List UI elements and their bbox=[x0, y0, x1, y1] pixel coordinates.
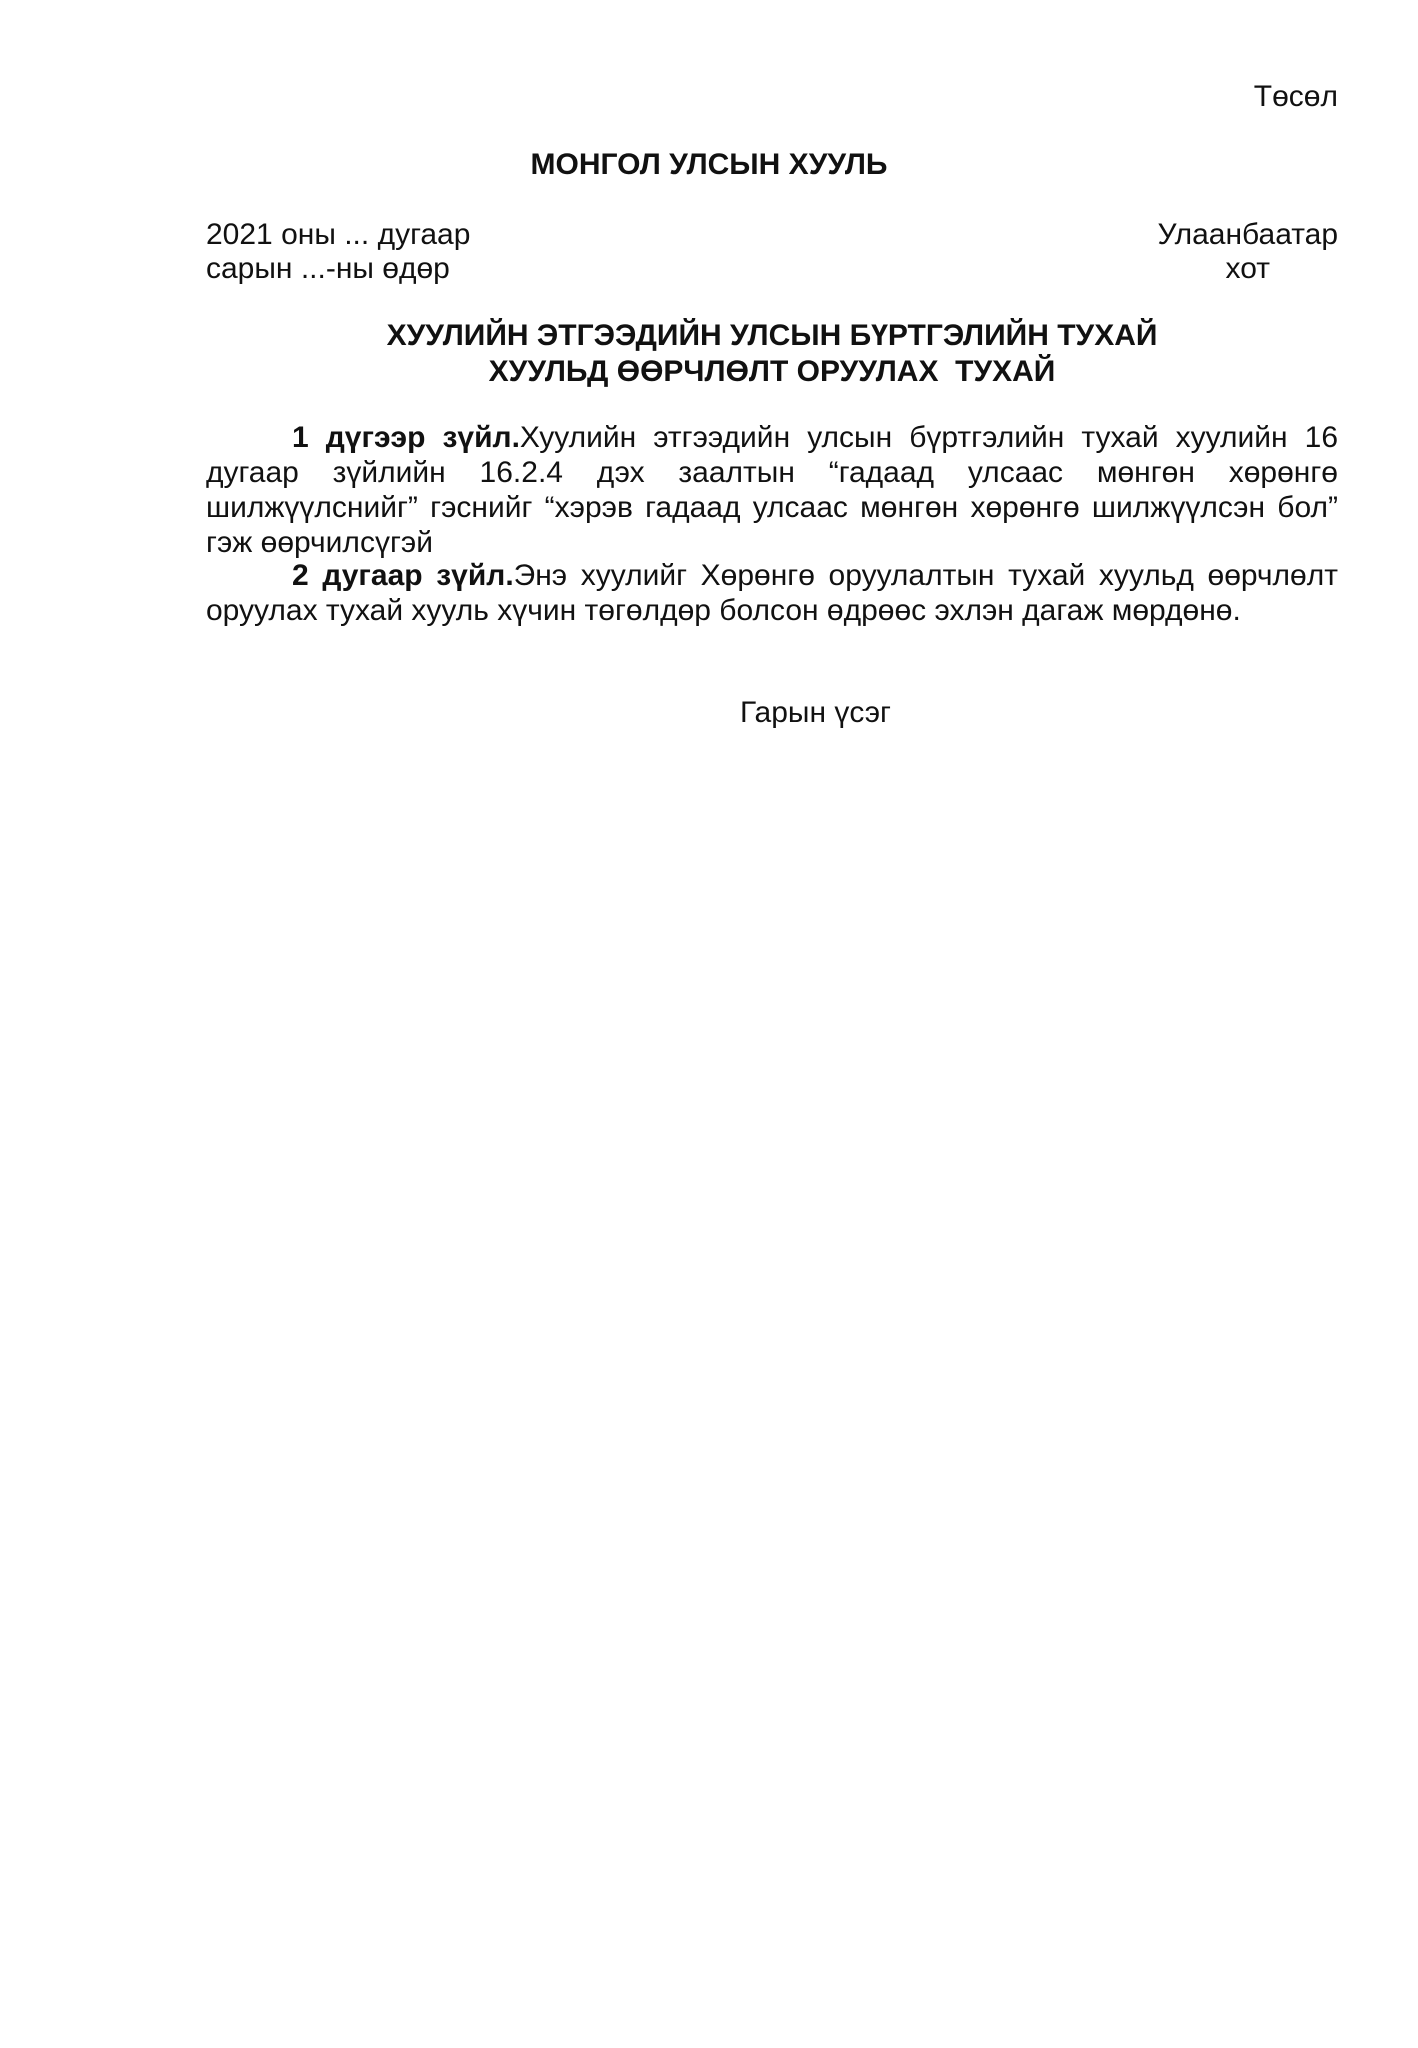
heading-line-1: ХУУЛИЙН ЭТГЭЭДИЙН УЛСЫН БҮРТГЭЛИЙН ТУХАЙ bbox=[386, 319, 1158, 352]
place-line-1: Улаанбаатар bbox=[1157, 218, 1338, 251]
place-block bbox=[1158, 218, 1338, 286]
heading-line-2: ХУУЛЬД ӨӨРЧЛӨЛТ ОРУУЛАХ ТУХАЙ bbox=[488, 355, 1056, 388]
date-line-2: сарын ...-ны өдөр bbox=[206, 252, 450, 285]
date-line-1: 2021 оны ... дугаар bbox=[206, 218, 471, 251]
signature: Гарын үсэг bbox=[740, 696, 891, 729]
document-heading bbox=[206, 318, 1338, 390]
law-title: МОНГОЛ УЛСЫН ХУУЛЬ bbox=[530, 148, 888, 181]
date-block bbox=[206, 218, 470, 286]
article-2 bbox=[206, 558, 1338, 628]
article-1-text: Хуулийн этгээдийн улсын бүртгэлийн тухай хуулийн 16 дугаар зүйлийн 16.2.4 дэх заалтын “гадаад улсаас мөнгөн хөрөнгө шилжүүлснийг” гэснийг “хэрэв гадаад улсаас мөнгөн хөрөнгө шилжүүлсэн бол” гэж өөрчилсүгэй bbox=[206, 421, 1339, 559]
draft-label: Төсөл bbox=[1253, 80, 1338, 113]
article-2-label: 2 дугаар зүйл. bbox=[292, 559, 514, 592]
article-1 bbox=[206, 420, 1338, 560]
place-line-2: хот bbox=[1225, 252, 1270, 285]
article-1-label: 1 дүгээр зүйл. bbox=[292, 421, 520, 454]
article-2-text: Энэ хуулийг Хөрөнгө оруулалтын тухай хуульд өөрчлөлт оруулах тухай хууль хүчин төгөлдөр болсон өдрөөс эхлэн дагаж мөрдөнө. bbox=[206, 559, 1338, 627]
